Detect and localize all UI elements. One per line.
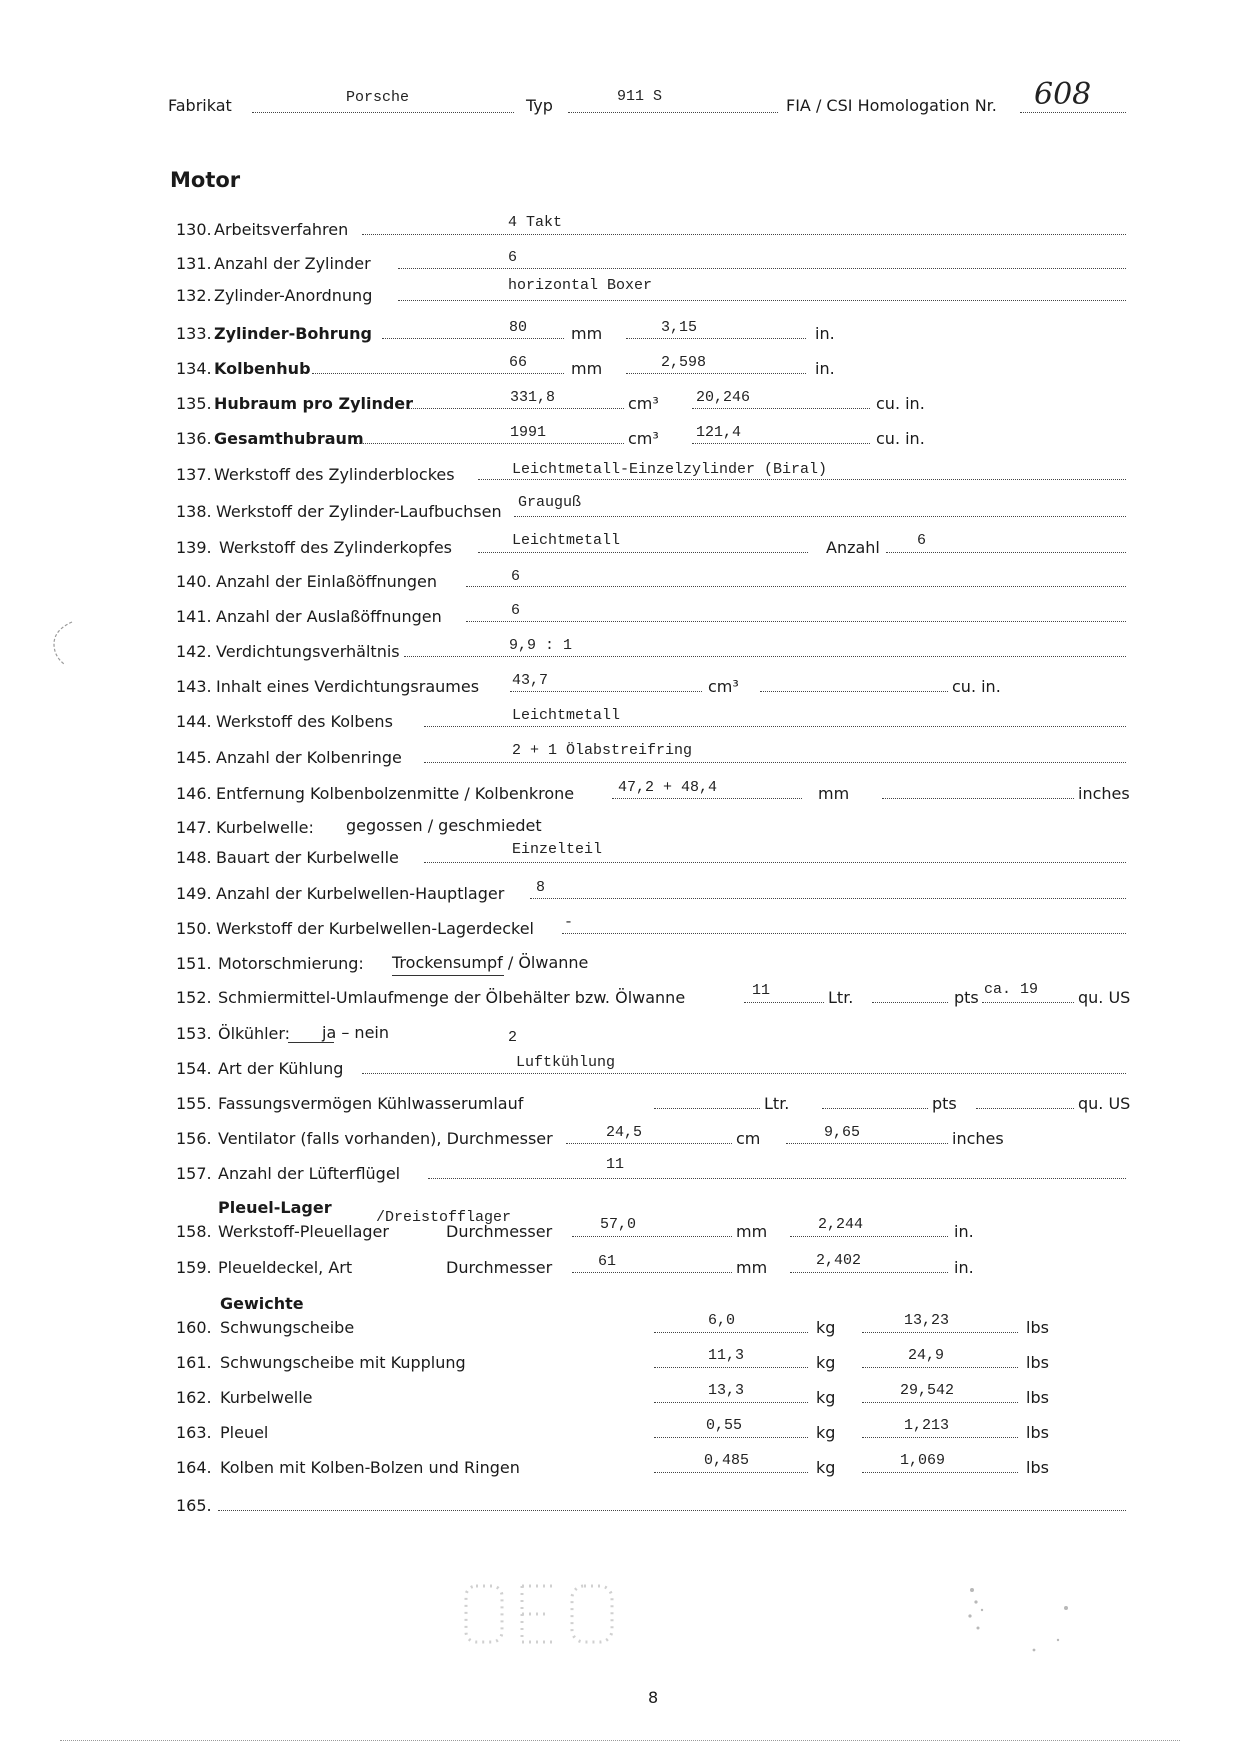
row-value: Grauguß (518, 494, 582, 511)
row-value: 2 + 1 Ölabstreifring (512, 742, 693, 759)
row-value: 24,5 (606, 1124, 643, 1141)
row-unit: cu. in. (876, 429, 925, 448)
entry-line (312, 373, 564, 374)
row-value: 8 (536, 879, 546, 896)
row-label: Pleueldeckel, Art (218, 1258, 353, 1277)
entry-line (382, 338, 564, 339)
entry-line (466, 586, 1126, 587)
row-label: Gesamthubraum (214, 429, 364, 448)
entry-line (572, 1272, 732, 1273)
entry-line (562, 933, 1126, 934)
row-unit: in. (954, 1222, 974, 1241)
row-number: 156. (176, 1129, 212, 1148)
row-label: Zylinder-Bohrung (214, 324, 372, 343)
selected-option-underline (288, 1042, 334, 1043)
row-unit: cm³ (628, 429, 659, 448)
entry-line (654, 1437, 808, 1438)
entry-line (510, 691, 702, 692)
row-value-imperial: 20,246 (696, 389, 751, 406)
row-value: Leichtmetall-Einzelzylinder (Biral) (512, 461, 828, 478)
entry-line (218, 1510, 1126, 1511)
row-value: 11 (752, 982, 771, 999)
row-number: 131. (176, 254, 212, 273)
row-unit: in. (815, 359, 835, 378)
row-label: Fassungsvermögen Kühlwasserumlauf (218, 1094, 524, 1113)
entry-line (612, 798, 802, 799)
row-value: 331,8 (510, 389, 556, 406)
fabrikat-line (252, 112, 514, 113)
row-label: Anzahl der Kurbelwellen-Hauptlager (216, 884, 505, 903)
row-value: 4 Takt (508, 214, 563, 231)
row-number: 137. (176, 465, 212, 484)
row-number: 146. (176, 784, 212, 803)
row-value-imperial: 1,069 (900, 1452, 946, 1469)
row-unit: kg (816, 1318, 836, 1337)
row-value-imperial: 3,15 (661, 319, 698, 336)
row-value: 0,55 (706, 1417, 743, 1434)
row-number: 154. (176, 1059, 212, 1078)
row-number: 141. (176, 607, 212, 626)
row-unit: Ltr. (764, 1094, 790, 1113)
homologation-label: FIA / CSI Homologation Nr. (786, 96, 997, 115)
row-number: 153. (176, 1024, 212, 1043)
row-sublabel: Anzahl (826, 538, 880, 557)
row-label: Kurbelwelle: (216, 818, 314, 837)
row-sublabel: Durchmesser (446, 1258, 553, 1277)
entry-line (692, 408, 870, 409)
row-unit: cm (736, 1129, 761, 1148)
row-number: 139. (176, 538, 212, 557)
row-value: 6 (511, 602, 521, 619)
row-value-imperial: 2,402 (816, 1252, 862, 1269)
row-label: Bauart der Kurbelwelle (216, 848, 399, 867)
row-unit: qu. US (1078, 988, 1131, 1007)
row-number: 165. (176, 1496, 212, 1515)
row-value: 11 (606, 1156, 625, 1173)
faint-stamp-mark (460, 1576, 630, 1656)
row-value: - (564, 914, 574, 931)
row-value-imperial: 121,4 (696, 424, 742, 441)
row-unit: lbs (1026, 1388, 1049, 1407)
row-value-imperial: 13,23 (904, 1312, 950, 1329)
row-value-imperial: 24,9 (908, 1347, 945, 1364)
row-unit: mm (736, 1258, 768, 1277)
entry-line (654, 1108, 760, 1109)
row-number: 157. (176, 1164, 212, 1183)
row-value: 2 (508, 1029, 518, 1046)
entry-line (790, 1236, 948, 1237)
entry-line (760, 691, 948, 692)
entry-line (862, 1367, 1018, 1368)
row-label: Anzahl der Einlaßöffnungen (216, 572, 438, 591)
row-unit: pts (932, 1094, 957, 1113)
selected-option-underline (392, 975, 504, 976)
row-number: 158. (176, 1222, 212, 1241)
row-unit: Ltr. (828, 988, 854, 1007)
row-label: Entfernung Kolbenbolzenmitte / Kolbenkrone (216, 784, 575, 803)
row-value: Leichtmetall (512, 707, 621, 724)
typ-line (568, 112, 778, 113)
row-value: 1991 (510, 424, 547, 441)
row-label: Zylinder-Anordnung (214, 286, 373, 305)
entry-line (790, 1272, 948, 1273)
row-label: Schwungscheibe mit Kupplung (220, 1353, 466, 1372)
row-label: Werkstoff des Zylinderkopfes (219, 538, 452, 557)
row-unit: in. (815, 324, 835, 343)
row-options: gegossen / geschmiedet (346, 816, 542, 835)
entry-line (786, 1143, 948, 1144)
row-number: 147. (176, 818, 212, 837)
row-number: 143. (176, 677, 212, 696)
row-number: 145. (176, 748, 212, 767)
row-number: 130. (176, 220, 212, 239)
fabrikat-label: Fabrikat (168, 96, 232, 115)
row-label: Werkstoff-Pleuellager (218, 1222, 389, 1241)
entry-line (362, 234, 1126, 235)
subsection-heading: Pleuel-Lager (218, 1198, 332, 1217)
row-label: Werkstoff der Zylinder-Laufbuchsen (216, 502, 502, 521)
row-label: Kurbelwelle (220, 1388, 313, 1407)
row-value: 6 (508, 249, 518, 266)
row-sublabel: Durchmesser (446, 1222, 553, 1241)
entry-line (976, 1108, 1074, 1109)
entry-line (398, 300, 1126, 301)
row-number: 132. (176, 286, 212, 305)
entry-line (424, 862, 1126, 863)
typ-label: Typ (526, 96, 553, 115)
row-label: Hubraum pro Zylinder (214, 394, 414, 413)
row-unit: qu. US (1078, 1094, 1131, 1113)
row-label: Schwungscheibe (220, 1318, 355, 1337)
entry-line (822, 1108, 928, 1109)
row-unit: lbs (1026, 1318, 1049, 1337)
row-value: 66 (509, 354, 528, 371)
row-number: 144. (176, 712, 212, 731)
row-unit: mm (571, 359, 603, 378)
row-unit: inches (1078, 784, 1130, 803)
entry-line (882, 798, 1074, 799)
row-number: 148. (176, 848, 212, 867)
row-value: 43,7 (512, 672, 549, 689)
entry-line (404, 656, 1126, 657)
row-number: 161. (176, 1353, 212, 1372)
homologation-line (1020, 112, 1126, 113)
page-number: 8 (648, 1688, 659, 1707)
entry-line (654, 1402, 808, 1403)
entry-line (530, 898, 1126, 899)
row-number: 150. (176, 919, 212, 938)
entry-line (862, 1437, 1018, 1438)
row-unit: cm³ (628, 394, 659, 413)
row-unit: cu. in. (952, 677, 1001, 696)
row-unit: lbs (1026, 1423, 1049, 1442)
entry-line (982, 1002, 1074, 1003)
row-value: 13,3 (708, 1382, 745, 1399)
row-value-2: 6 (917, 532, 927, 549)
row-unit: mm (736, 1222, 768, 1241)
entry-line (626, 338, 806, 339)
row-value: 57,0 (600, 1216, 637, 1233)
row-number: 149. (176, 884, 212, 903)
row-label: Anzahl der Kolbenringe (216, 748, 402, 767)
entry-line (466, 621, 1126, 622)
entry-line (626, 373, 806, 374)
row-label: Werkstoff der Kurbelwellen-Lagerdeckel (216, 919, 534, 938)
row-label: Verdichtungsverhältnis (216, 642, 400, 661)
entry-line (862, 1332, 1018, 1333)
row-unit: cm³ (708, 677, 739, 696)
row-unit: kg (816, 1458, 836, 1477)
row-options: Trockensumpf / Ölwanne (392, 953, 589, 972)
entry-line (654, 1472, 808, 1473)
row-value: 80 (509, 319, 528, 336)
row-unit: cu. in. (876, 394, 925, 413)
row-number: 134. (176, 359, 212, 378)
row-label: Anzahl der Lüfterflügel (218, 1164, 401, 1183)
row-value-imperial: 29,542 (900, 1382, 955, 1399)
entry-line (424, 762, 1126, 763)
row-number: 135. (176, 394, 212, 413)
row-label: Pleuel (220, 1423, 269, 1442)
row-unit: in. (954, 1258, 974, 1277)
row-unit: kg (816, 1353, 836, 1372)
row-value: 61 (598, 1253, 617, 1270)
row-value: horizontal Boxer (508, 277, 653, 294)
row-number: 160. (176, 1318, 212, 1337)
subsection-heading: Gewichte (220, 1294, 304, 1313)
entry-line (356, 443, 624, 444)
typ-value: 911 S (617, 88, 663, 105)
row-number: 140. (176, 572, 212, 591)
row-number: 164. (176, 1458, 212, 1477)
row-label: Kolbenhub (214, 359, 311, 378)
typed-annotation: /Dreistofflager (376, 1209, 512, 1226)
row-number: 162. (176, 1388, 212, 1407)
row-number: 152. (176, 988, 212, 1007)
homologation-number: 608 (1034, 77, 1092, 112)
row-number: 155. (176, 1094, 212, 1113)
row-number: 136. (176, 429, 212, 448)
row-label: Werkstoff des Zylinderblockes (214, 465, 455, 484)
row-value: Leichtmetall (512, 532, 621, 549)
row-number: 133. (176, 324, 212, 343)
entry-line (566, 1143, 732, 1144)
row-label: Ventilator (falls vorhanden), Durchmesser (218, 1129, 553, 1148)
bottom-edge-line (60, 1740, 1180, 1741)
entry-line (654, 1367, 808, 1368)
row-value-imperial: 2,244 (818, 1216, 864, 1233)
row-unit: mm (818, 784, 850, 803)
punch-hole-mark (48, 618, 78, 668)
row-number: 142. (176, 642, 212, 661)
row-number: 163. (176, 1423, 212, 1442)
entry-line (744, 1002, 824, 1003)
row-value: 6 (511, 568, 521, 585)
entry-line (514, 516, 1126, 517)
row-value: 47,2 + 48,4 (618, 779, 718, 796)
entry-line (478, 552, 808, 553)
row-options: ja – nein (322, 1023, 389, 1042)
row-value: 6,0 (708, 1312, 736, 1329)
row-unit: mm (571, 324, 603, 343)
row-number: 159. (176, 1258, 212, 1277)
row-number: 138. (176, 502, 212, 521)
row-value-imperial: 9,65 (824, 1124, 861, 1141)
row-label: Anzahl der Auslaßöffnungen (216, 607, 442, 626)
row-value-imperial: 1,213 (904, 1417, 950, 1434)
row-label: Art der Kühlung (218, 1059, 344, 1078)
section-title: Motor (170, 168, 241, 192)
entry-line (654, 1332, 808, 1333)
entry-line (862, 1472, 1018, 1473)
row-unit: lbs (1026, 1458, 1049, 1477)
row-value: Luftkühlung (516, 1054, 616, 1071)
row-number: 151. (176, 954, 212, 973)
entry-line (572, 1236, 732, 1237)
row-label: Anzahl der Zylinder (214, 254, 371, 273)
fabrikat-value: Porsche (346, 89, 410, 106)
row-label: Kolben mit Kolben-Bolzen und Ringen (220, 1458, 520, 1477)
entry-line (398, 268, 1126, 269)
entry-line (862, 1402, 1018, 1403)
row-unit: kg (816, 1388, 836, 1407)
entry-line (428, 1178, 1126, 1179)
row-unit: inches (952, 1129, 1004, 1148)
row-value: Einzelteil (512, 841, 603, 858)
row-label: Werkstoff des Kolbens (216, 712, 393, 731)
row-label: Motorschmierung: (218, 954, 364, 973)
entry-line (872, 1002, 948, 1003)
row-unit: kg (816, 1423, 836, 1442)
row-label: Schmiermittel-Umlaufmenge der Ölbehälter bzw. Ölwanne (218, 988, 686, 1007)
entry-line (478, 479, 1126, 480)
row-unit: lbs (1026, 1353, 1049, 1372)
entry-line (362, 1073, 1126, 1074)
row-value-imperial: 2,598 (661, 354, 707, 371)
row-value-3: ca. 19 (984, 981, 1039, 998)
row-label: Ölkühler: (218, 1024, 291, 1043)
row-unit: pts (954, 988, 979, 1007)
row-value: 0,485 (704, 1452, 750, 1469)
row-value: 9,9 : 1 (509, 637, 573, 654)
row-label: Arbeitsverfahren (214, 220, 349, 239)
entry-line (886, 552, 1126, 553)
faint-signature-mark (960, 1580, 1080, 1660)
row-value: 11,3 (708, 1347, 745, 1364)
entry-line (424, 726, 1126, 727)
row-label: Inhalt eines Verdichtungsraumes (216, 677, 480, 696)
entry-line (692, 443, 870, 444)
entry-line (408, 408, 624, 409)
